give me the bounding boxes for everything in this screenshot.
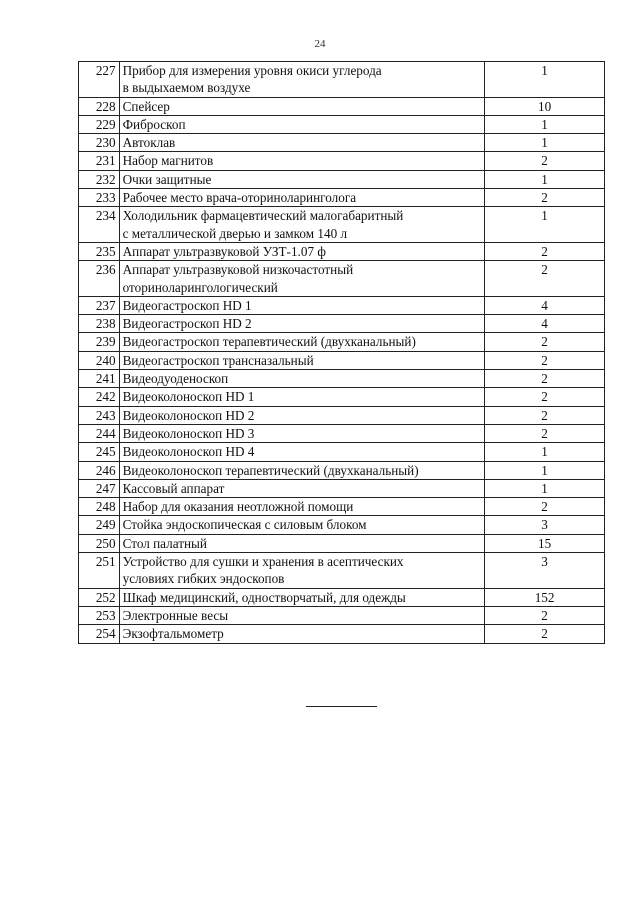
table-row <box>79 62 605 98</box>
item-name: Рабочее место врача-оториноларинголога <box>119 189 485 207</box>
item-name: Экзофтальмометр <box>119 625 485 643</box>
item-quantity: 1 <box>485 461 605 479</box>
item-quantity: 10 <box>485 97 605 115</box>
table-row <box>79 261 605 297</box>
item-name: Видеоколоноскоп терапевтический (двухканальный) <box>119 461 485 479</box>
item-quantity: 3 <box>485 553 605 589</box>
item-quantity: 2 <box>485 424 605 442</box>
item-name: Стол палатный <box>119 534 485 552</box>
row-number: 250 <box>79 534 120 552</box>
table-row <box>79 207 605 243</box>
item-quantity: 2 <box>485 351 605 369</box>
row-number: 232 <box>79 170 120 188</box>
item-name: Стойка эндоскопическая с силовым блоком <box>119 516 485 534</box>
table-row <box>79 242 605 260</box>
table-row <box>79 189 605 207</box>
item-quantity: 2 <box>485 406 605 424</box>
item-name: Аппарат ультразвуковой низкочастотный оториноларингологический <box>119 261 485 297</box>
row-number: 237 <box>79 296 120 314</box>
item-quantity: 2 <box>485 242 605 260</box>
end-divider <box>306 706 377 707</box>
row-number: 254 <box>79 625 120 643</box>
equipment-table <box>78 61 605 644</box>
table-row <box>79 424 605 442</box>
item-name: Видеоколоноскоп HD 2 <box>119 406 485 424</box>
row-number: 252 <box>79 588 120 606</box>
item-name: Электронные весы <box>119 606 485 624</box>
item-quantity: 152 <box>485 588 605 606</box>
row-number: 247 <box>79 479 120 497</box>
table-row <box>79 534 605 552</box>
item-name: Видеоколоноскоп HD 3 <box>119 424 485 442</box>
table-row <box>79 97 605 115</box>
table-row <box>79 152 605 170</box>
item-name: Набор магнитов <box>119 152 485 170</box>
row-number: 235 <box>79 242 120 260</box>
table-row <box>79 588 605 606</box>
item-quantity: 2 <box>485 189 605 207</box>
table-row <box>79 443 605 461</box>
table-row <box>79 406 605 424</box>
item-name: Видеоколоноскоп HD 1 <box>119 388 485 406</box>
item-name: Прибор для измерения уровня окиси углерода в выдыхаемом воздухе <box>119 62 485 98</box>
item-name: Кассовый аппарат <box>119 479 485 497</box>
row-number: 238 <box>79 315 120 333</box>
item-name: Фиброскоп <box>119 115 485 133</box>
row-number: 242 <box>79 388 120 406</box>
row-number: 251 <box>79 553 120 589</box>
item-quantity: 1 <box>485 207 605 243</box>
row-number: 249 <box>79 516 120 534</box>
table-row <box>79 370 605 388</box>
item-name: Видеогастроскоп терапевтический (двухканальный) <box>119 333 485 351</box>
row-number: 231 <box>79 152 120 170</box>
item-name: Видеогастроскоп HD 2 <box>119 315 485 333</box>
row-number: 227 <box>79 62 120 98</box>
row-number: 239 <box>79 333 120 351</box>
item-name: Автоклав <box>119 134 485 152</box>
table-row <box>79 315 605 333</box>
item-quantity: 4 <box>485 296 605 314</box>
item-quantity: 2 <box>485 261 605 297</box>
item-name: Спейсер <box>119 97 485 115</box>
table-row <box>79 606 605 624</box>
row-number: 243 <box>79 406 120 424</box>
item-name: Устройство для сушки и хранения в асептических условиях гибких эндоскопов <box>119 553 485 589</box>
table-row <box>79 479 605 497</box>
item-name: Видеогастроскоп трансназальный <box>119 351 485 369</box>
row-number: 240 <box>79 351 120 369</box>
row-number: 248 <box>79 498 120 516</box>
row-number: 245 <box>79 443 120 461</box>
item-name: Очки защитные <box>119 170 485 188</box>
table-row <box>79 296 605 314</box>
row-number: 229 <box>79 115 120 133</box>
table-row <box>79 498 605 516</box>
row-number: 234 <box>79 207 120 243</box>
table-row <box>79 553 605 589</box>
item-quantity: 4 <box>485 315 605 333</box>
table-row <box>79 516 605 534</box>
item-name: Видеоколоноскоп HD 4 <box>119 443 485 461</box>
item-name: Набор для оказания неотложной помощи <box>119 498 485 516</box>
item-name: Видеогастроскоп HD 1 <box>119 296 485 314</box>
row-number: 230 <box>79 134 120 152</box>
item-quantity: 1 <box>485 134 605 152</box>
row-number: 246 <box>79 461 120 479</box>
item-quantity: 2 <box>485 152 605 170</box>
row-number: 228 <box>79 97 120 115</box>
row-number: 233 <box>79 189 120 207</box>
item-quantity: 15 <box>485 534 605 552</box>
item-quantity: 1 <box>485 479 605 497</box>
table-row <box>79 351 605 369</box>
row-number: 244 <box>79 424 120 442</box>
item-quantity: 2 <box>485 606 605 624</box>
item-name: Шкаф медицинский, одностворчатый, для одежды <box>119 588 485 606</box>
item-quantity: 2 <box>485 388 605 406</box>
item-name: Аппарат ультразвуковой УЗТ-1.07 ф <box>119 242 485 260</box>
table-row <box>79 625 605 643</box>
table-row <box>79 170 605 188</box>
table-row <box>79 333 605 351</box>
item-quantity: 1 <box>485 170 605 188</box>
row-number: 241 <box>79 370 120 388</box>
item-quantity: 1 <box>485 62 605 98</box>
table-row <box>79 388 605 406</box>
row-number: 236 <box>79 261 120 297</box>
item-quantity: 2 <box>485 625 605 643</box>
item-quantity: 1 <box>485 443 605 461</box>
item-quantity: 2 <box>485 333 605 351</box>
item-name: Холодильник фармацевтический малогабаритный с металлической дверью и замком 140 л <box>119 207 485 243</box>
row-number: 253 <box>79 606 120 624</box>
item-quantity: 1 <box>485 115 605 133</box>
item-quantity: 3 <box>485 516 605 534</box>
table-body <box>79 62 605 644</box>
table-row <box>79 115 605 133</box>
item-quantity: 2 <box>485 498 605 516</box>
item-quantity: 2 <box>485 370 605 388</box>
table-row <box>79 134 605 152</box>
item-name: Видеодуоденоскоп <box>119 370 485 388</box>
table-row <box>79 461 605 479</box>
page-number: 24 <box>314 38 326 50</box>
